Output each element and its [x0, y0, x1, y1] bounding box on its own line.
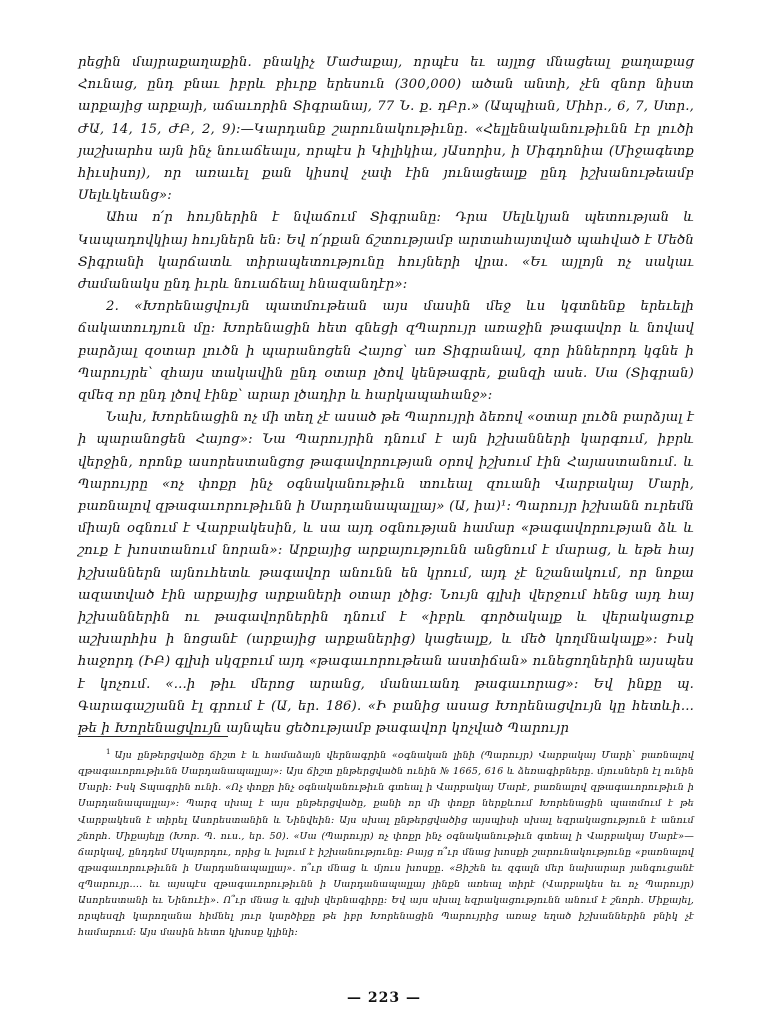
footnote-separator: [78, 736, 228, 737]
footnote-marker: 1: [106, 748, 111, 756]
paragraph-4: Նախ, Խորենացին ոչ մի տեղ չէ ասած թե Պարույրի ձեռով «օտար լուծն բարձյալ է ի պարանոցեն Հայոց»։ Նա Պարույրին դնում է այն իշխանների կարգում, իբրև վերջին, որոնք ասորեստանցոց թագավորության օրով իշխում էին Հայաստանում. և Պարույրը «ոչ փոքր ինչ օգնականութիւն տուեալ զուանի Վարբակայ Մարի, բառնալով զթագաւորութիւնն ի Սարդանապալլայ» (Ա, իա)¹։ Պարույր իշխանն ուրեմն միայն օգնում է Վարբակեսին, և սա այդ օգնության համար «թագավորության ձև և շուք է խոստանում նորան»։ Արքայից արքայությունն անցնում է մարաց, և եթե հայ իշխաններն այնուհետև թագավոր անունն են կրում, այդ չէ նշանակում, որ նոքա ազատված էին արքայից արքաների օտար լծից։ Նույն գլխի վերջում հենց այդ հայ իշխաններին ու թագավորներին դնում է «իբրև գործակալք և վերակացուք աշխարհիս ի նոցանէ (արքայից արքաներից) կացեալք, և մեծ կողմնակալք»։ Իսկ հաջորդ (ԻԲ) գլխի սկզբում այդ «թագաւորութեան աստիճան» ունեցողներին այսպես է կոչում. «...ի թիւ մերոց արանց, մանաւանդ թագաւորաց»։ Եվ ինքը պ. Գարագաշյանն էլ գրում է (Ա, եր. 186). «Ի բանից ասաց Խորենացվույն կը հետևի... թե ի Խորենացվույն այնպես ցեծությամբ թագավոր կոչված Պարույր: [78, 410, 694, 737]
paragraph-2: Ահա ո՛ր հույներին է նվաճում Տիգրանը։ Դրա Սելևկյան պետության և Կապադովկիայ հույներն են։ Եվ ո՛րքան ճշտությամբ արտահայտված պահված է Մեծն Տիգրանի կարճատև տիրապետությունը հույների վրա. «Եւ այլոյն ոչ սակաւ ժամանակս ընդ իւրև նուաճեալ հնազանդէր»։: [78, 210, 694, 293]
main-body-text: [78, 52, 694, 740]
paragraph-3: 2. «Խորենացվույն պատմութեան այս մասին մեջ ևս կգտնենք երեւելի ճակատուդյուն մը։ Խորենացին հետ գնեցի զՊարույր առաջին թագավոր և նովավ բարձյալ զօտար լուծն ի պարանոցեն Հայոց՝ առ Տիգրանավ, զոր իններորդ կգնե ի Պարույրե՝ զհայս տակավին ընդ օտար լծով կենթագրե, քանզի ասե. Սա (Տիգրան) զմեզ որ ընդ լծով էինք՝ արար լծադիր և հարկապահանջ»։: [78, 299, 694, 404]
page-content: [78, 52, 694, 740]
page-number: — 223 —: [347, 990, 421, 1006]
footnote: [78, 744, 694, 941]
footnote-text: Այս ընթերցվածը ճիշտ է և համաձայն վերնագրին «օգնական լինի (Պարույր) Վարբակայ Մարի՝ բառնալով զթագաւորութիւնն Սարդանապալլայ»։ Այս ճիշտ ընթերցվածն ունին № 1665, 616 և ձեռագիրները. մյուսներն էլ ունին Մարի։ Իսկ Տպագրին ունի. «Ոչ փոքր ինչ օգնականութիւն գտեալ ի Վարբակայ Մարէ, բառնալով զթագաւորութիւն ի Սարդանապալլայ»։ Պարզ սխալ է այս ընթերցվածը, քանի որ մի փոքր ներքևում Խորենացին պատմում է թե Վարբակեսն է տիրել Ասորեստանին և Նինվեին։ Այս սխալ ընթերցվածից այսպիսի սխալ եզրակացություն է անում շնորհ. Միքայելը (Խոր. Պ. ուս., եր. 50). «Սա (Պարույր) ոչ փոքր ինչ օգնականութիւն գտեալ ի Վարբակայ Մարէ»—ճարկավ, ընդդեմ Սկայորդու, որից և խլում է իշխանությունը։ Բայց ո՞ւր մնաց խոսքի շարունակությունը «բառնալով զթագաւորութիւնն ի Սարդանապալլայ». ո՞ւր մնաց և մյուս խոսքը. «Յիշեն եւ զգալն մեր նախարար յանգուցանէ զՊարույր.... եւ այսպէս զթագաւորութիւնն ի Սարդանապալլայ յինքն առեալ տիրէ (Վարբակես եւ ոչ Պարույր) Ասորեստանի եւ Նինուէի». Ո՞ւր մնաց և գլխի վերնագիրը։ Եվ այս սխալ եզրակացությունն անում է շնորհ. Միքայել, որպեսզի կարողանա հիմնել յուր կարծիքը թե իբր Խորենացին Պարույրից առաջ եղած իշխաններին բնիկ չէ համարում։ Այս մասին հետո կխոսք կլինի։: [78, 750, 694, 939]
paragraph-1: րեցին մայրաքաղաքին. բնակիչ Մաժաքայ, որպէս եւ այլոց մնացեալ քաղաքաց Հունաց, ընդ բնաւ իբրև բիւրք երեսուն (300,000) ածան անտի, չէն զնոր նիստ արքայից արքայի, աճաւորին Տիգրանայ, 77 Ն. ք. դԲր.» (Ապպիան, Միհր., 6, 7, Ստր., ԺԱ, 14, 15, ԺԲ, 2, 9)։—Կարդանք շարունակութիւնը. «Հելլենականութիւնն էր լուծի յաշխարհս այն ինչ նուաճեալս, որպէս ի Կիլիկիա, յԱսորիս, ի Միգդոնիա (Միջագետք հիւսիսոյ), որ առաւել քան կիսով չափ էին յունացեալք ընդ իշխանութեամբ Սելևկեանց»։: [78, 55, 694, 204]
